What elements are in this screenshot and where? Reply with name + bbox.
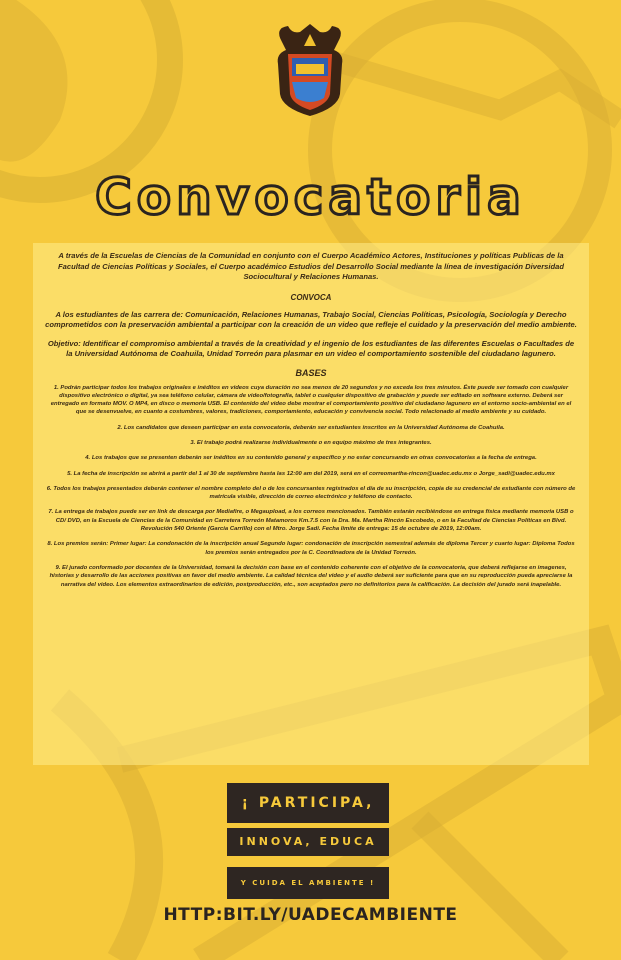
cta-participa: ¡ PARTICIPA,	[227, 783, 389, 823]
target-audience-paragraph: A los estudiantes de las carrera de: Comunicación, Relaciones Humanas, Trabajo Social, Ciencias Políticas, Psicología, Sociología y Derecho comprometidos con la preservación ambiental a participar con la creación de un video que refleje el cuidado y la preservación del medio ambiente.	[45, 309, 577, 329]
base-item: 8. Los premios serán: Primer lugar: La condonación de la inscripción anual Segundo lugar: condonación de inscripción semestral además de diploma Tercer y cuarto lugar: Diploma Todos los premios serán entregados por la C. Coordinadora de la Unidad Torreón.	[47, 541, 575, 556]
page-title: Convocatoria	[95, 168, 526, 226]
intro-paragraph: A través de la Escuelas de Ciencias de la Comunidad en conjunto con el Cuerpo Académico Actores, Instituciones y políticas Publicas de la Facultad de Ciencias Políticas y Sociales, el Cuerpo académico Estudios del Desarrollo Social mediante la línea de investigación Diversidad Sociocultural y Relaciones Humanas.	[57, 251, 564, 281]
convoca-heading: CONVOCA	[290, 292, 332, 302]
university-seal-icon	[272, 24, 348, 116]
cta-innova-educa: INNOVA, EDUCA	[227, 828, 389, 856]
base-item: 5. La fecha de inscripción se abrirá a partir del 1 al 30 de septiembre hasta las 12:00 am del 2019, será en el correomartha-rincon@uadec.edu.mx o Jorge_sadi@uadec.edu.mx	[67, 470, 555, 477]
objective-paragraph: Objetivo: Identificar el compromiso ambiental a través de la creatividad y el ingenio de los estudiantes de las diferentes Escuelas o Facultades de la Universidad Autónoma de Coahuila, Unidad Torreón para plasmar en un video el comportamiento sostenible del ciudadano lagunero.	[47, 338, 575, 358]
base-item: 3. El trabajo podrá realizarse individualmente o en equipo máximo de tres integrantes.	[190, 439, 432, 446]
base-item: 1. Podrán participar todos los trabajos originales e inéditos en videos cuya duración no sea menos de 20 segundos y no exceda los tres minutos. Éste puede ser tomado con cualquier dispositivo electrónico o digital, ya sea teléfono celular, cámara de video/fotografía, tablet o cualquier dispositivo de grabación y puede ser editado en software externo. Deberá ser entregado en formato MOV. O MP4, en disco o memoria USB. El contenido del video debe mostrar el comportamiento positivo del ciudadano lagunero en el entorno socio-ambiental en el que se desenvuelve, en cuanto a costumbres, valores, tradiciones, comportamiento, educación y convivencia social. Todo relacionado al medio ambiente y su cuidado.	[50, 384, 572, 416]
base-item: 6. Todos los trabajos presentados deberán contener el nombre completo del o de los concursantes registrados el día de su inscripción, copia de su credencial de estudiante con número de matrícula visible, dirección de correo electrónico y teléfono de contacto.	[46, 485, 576, 501]
base-item: 7. La entrega de trabajos puede ser en link de descarga por Mediafire, o Megaupload, a los correos mencionados. También estarán recibiéndose en entrega física mediante memoria USB o CD/ DVD, en la Escuela de Ciencias de la Comunidad en Carretera Torreón Matamoros Km.7.5 con la Dra. Ma. Martha Rincón Escobedo, o en la Facultad de Ciencias Políticas en Blvd. Revolución 540 Oriente (Garcia Carrillo) con el Mtro. Jorge Sadi. Fecha limite de entrega: 15 de octubre de 2019, 12:00am.	[48, 509, 574, 533]
base-item: 2. Los candidatos que deseen participar en esta convocatoria, deberán ser estudiantes inscritos en la Universidad Autónoma de Coahuila.	[117, 424, 505, 431]
cta-cuida-ambiente: Y CUIDA EL AMBIENTE !	[227, 867, 389, 899]
bases-heading: BASES	[295, 367, 327, 378]
registration-link[interactable]: HTTP:BIT.LY/UADECAMBIENTE	[163, 905, 458, 925]
base-item: 9. El jurado conformado por docentes de la Universidad, tomará la decisión con base en el contenido coherente con el objetivo de la convocatoria, que deberá reflejarse en imagenes, historias y desarrollo de las acciones positivas en favor del medio ambiente. La calidad técnica del video y el audio deberá ser suficiente para que en su reproducción pueda apreciarse la narrativa del video. Los elementos extraordinarios de edición, postproducción, etc., son aceptados pero no definitorios para la calificación. La decisión del jurado será inapelable.	[49, 564, 573, 588]
base-item: 4. Los trabajos que se presenten deberán ser inéditos en su contenido general y específico y no estar concursando en otras convocatorias a la fecha de entrega.	[85, 455, 537, 462]
announcement-panel	[33, 243, 589, 765]
